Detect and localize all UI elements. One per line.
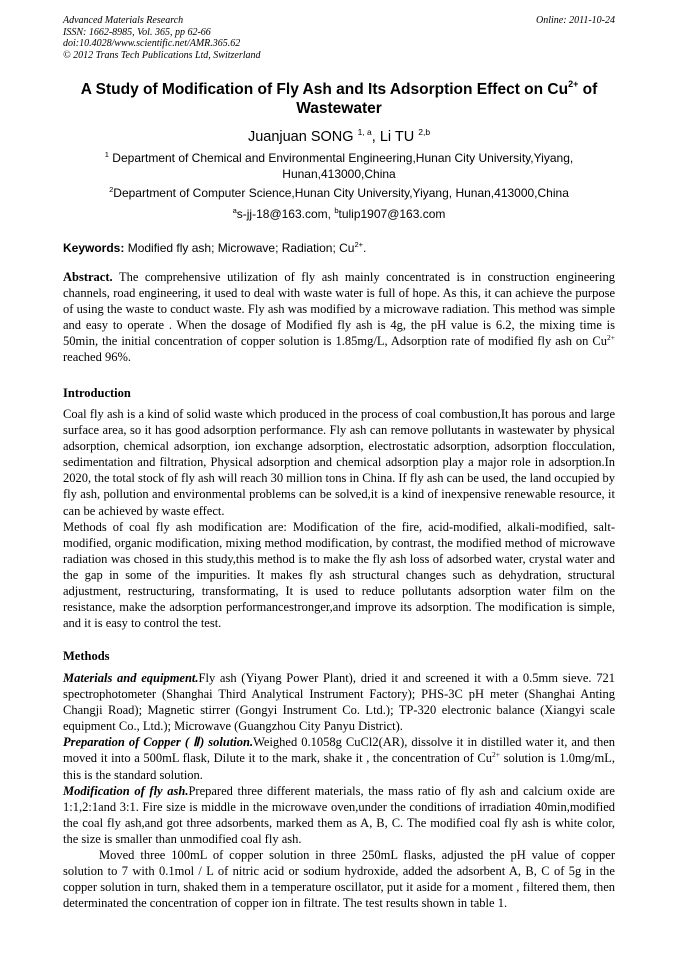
keywords-end: . — [363, 241, 367, 255]
introduction-paragraph-1: Coal fly ash is a kind of solid waste which produced in the process of coal combustion,It has porous and large surface area, so it has good adsorption performance. Fly ash can remove pollutants in wastewater by physical adsorption, chemical adsorption, ion exchange adsorption, electrostatic adsorption, adsorption flocculation, sedimentation and filtration, Physical adsorption and chemical adsorption play a major role in adsorption.In 2020, the total stock of fly ash will reach 30 million tons in China. If fly ash can be used, the land occupied by fly ash, pollution and environmental problems can be solved,it is a kind of inexpensive renewable resource, it can be achieved by waste effect. — [63, 407, 615, 518]
methods-heading: Methods — [63, 649, 110, 663]
preparation-superscript: 2+ — [492, 750, 501, 760]
materials-paragraph — [63, 670, 615, 734]
preparation-paragraph — [63, 734, 615, 782]
copyright-line: © 2012 Trans Tech Publications Ltd, Switzerland — [63, 49, 261, 61]
abstract-end: reached 96%. — [63, 350, 132, 365]
keywords-text: Modified fly ash; Microwave; Radiation; Cu — [124, 241, 355, 255]
preparation-text: Weighed 0.1058g CuCl2(AR), dissolve it in distilled water it, and then moved it into a 500mL flask, Dilute it to the mark, shake it , the concentration of Cu — [63, 735, 615, 766]
abstract-text: The comprehensive utilization of fly ash mainly concentrated is in construction engineering channels, road engineering, it used to deal with waste water is full of hope. As this, it can achieve the purpose of using the waste to conduct waste. Fly ash was modified by a microwave radiation. This method was simple and easy to operate . When the dosage of Modified fly ash is 4g, the pH value is 6.2, the mixing time is 50min, the initial concentration of copper solution is 1.85mg/L, Adsorption rate of modified fly ash on Cu — [63, 270, 615, 349]
materials-label: Materials and equipment. — [63, 671, 199, 685]
author-1: Juanjuan SONG — [247, 129, 358, 145]
affiliation-2 — [63, 185, 615, 201]
preparation-label: Preparation of Copper ( Ⅱ) solution. — [63, 735, 254, 750]
title-superscript: 2+ — [568, 79, 579, 89]
introduction-heading: Introduction — [63, 386, 131, 400]
keywords — [63, 240, 615, 256]
title-text-end: of Wastewater — [296, 81, 598, 117]
keywords-label: Keywords: — [63, 241, 125, 255]
abstract — [63, 269, 615, 366]
email-b: tulip1907@163.com — [338, 207, 446, 221]
email-a: s-jj-18@163.com, — [236, 207, 335, 221]
preparation-end: solution is 1.0mg/mL, this is the standard solution. — [63, 751, 615, 782]
introduction-paragraph-2: Methods of coal fly ash modification are: Modification of the fire, acid-modified, alkali-modified, salt-modified, organic modification, mixing method modification, by contrast, the modified method of microwave radiation was chosed in this study,this method is to make the fly ash loss of adsorbed water, crystal water and the gap in some of the impurities. It makes fly ash structural changes such as dehydration, structural adjustment, restructuring, transformating, It is used to reduce pollutants adsorption water film on the resistance, make the adsorption performancestronger,and improve its adsorption. The modification is simple, and it is easy to control the test. — [63, 519, 615, 631]
keywords-superscript: 2+ — [354, 240, 364, 249]
email-line — [63, 206, 615, 222]
email-a-mark: a — [232, 206, 237, 215]
abstract-label: Abstract. — [63, 270, 113, 284]
modification-text: Prepared three different materials, the mass ratio of fly ash and calcium oxide are 1:1,2:1and 3:1. Fire size is middle in the microwave oven,under the conditions of irradiation 40min,modified the coal fly ash,and got three adsorbents, marked them as A, B, C. The modified coal fly ash is white color, the size is smaller than unmodified coal fly ash. — [63, 783, 615, 846]
journal-name: Advanced Materials Research — [63, 15, 184, 26]
modification-label: Modification of fly ash. — [63, 783, 189, 798]
paper-title — [63, 80, 615, 118]
procedure-paragraph: Moved three 100mL of copper solution in three 250mL flasks, adjusted the pH value of copper solution to 7 with 0.1mol / L of nitric acid or sodium hydroxide, added the adsorbent A, B, C of 5g in the copper solution in turn, shaked them in a temperature oscillator, put it aside for a moment , filtered them, then determinated the concentration of copper ion in filtrate. The test results shown in table 1. — [63, 848, 615, 911]
affiliation-2-text: Department of Computer Science,Hunan City University,Yiyang, Hunan,413000,China — [113, 186, 569, 200]
author-2: Li TU — [379, 129, 419, 145]
methods-body — [63, 670, 615, 911]
affiliation-2-mark: 2 — [109, 185, 114, 194]
abstract-superscript: 2+ — [607, 333, 615, 343]
introduction-body — [63, 406, 615, 631]
journal-header — [63, 15, 615, 61]
email-b-mark: b — [334, 206, 339, 215]
online-date: Online: 2011-10-24 — [536, 15, 615, 26]
affiliation-1 — [63, 150, 615, 182]
author-1-affiliation: 1, a — [357, 127, 372, 137]
author-list — [63, 128, 615, 146]
author-separator: , — [371, 129, 380, 145]
modification-paragraph — [63, 783, 615, 847]
title-text: A Study of Modification of Fly Ash and Its Adsorption Effect on Cu — [80, 81, 569, 98]
affiliation-1-mark: 1 — [104, 150, 109, 159]
doi-line: doi:10.4028/www.scientific.net/AMR.365.62 — [63, 38, 241, 49]
materials-text: Fly ash (Yiyang Power Plant), dried it and screened it with a 0.5mm sieve. 721 spectrophotometer (Shanghai Third Analytical Instrument Factory); PHS-3C pH meter (Shanghai Anting Changji Road); Magnetic stirrer (Gongyi Instrument Co. Ltd.); TP-320 electronic balance (Xiangyi scale equipment Co., Ltd.); Microwave (Guangzhou City Panyu District). — [63, 671, 615, 734]
affiliation-1-text: Department of Chemical and Environmental Engineering,Hunan City University,Yiyang, Hunan,413000,China — [108, 151, 574, 181]
issn-line: ISSN: 1662-8985, Vol. 365, pp 62-66 — [63, 26, 211, 38]
author-2-affiliation: 2,b — [418, 127, 431, 137]
